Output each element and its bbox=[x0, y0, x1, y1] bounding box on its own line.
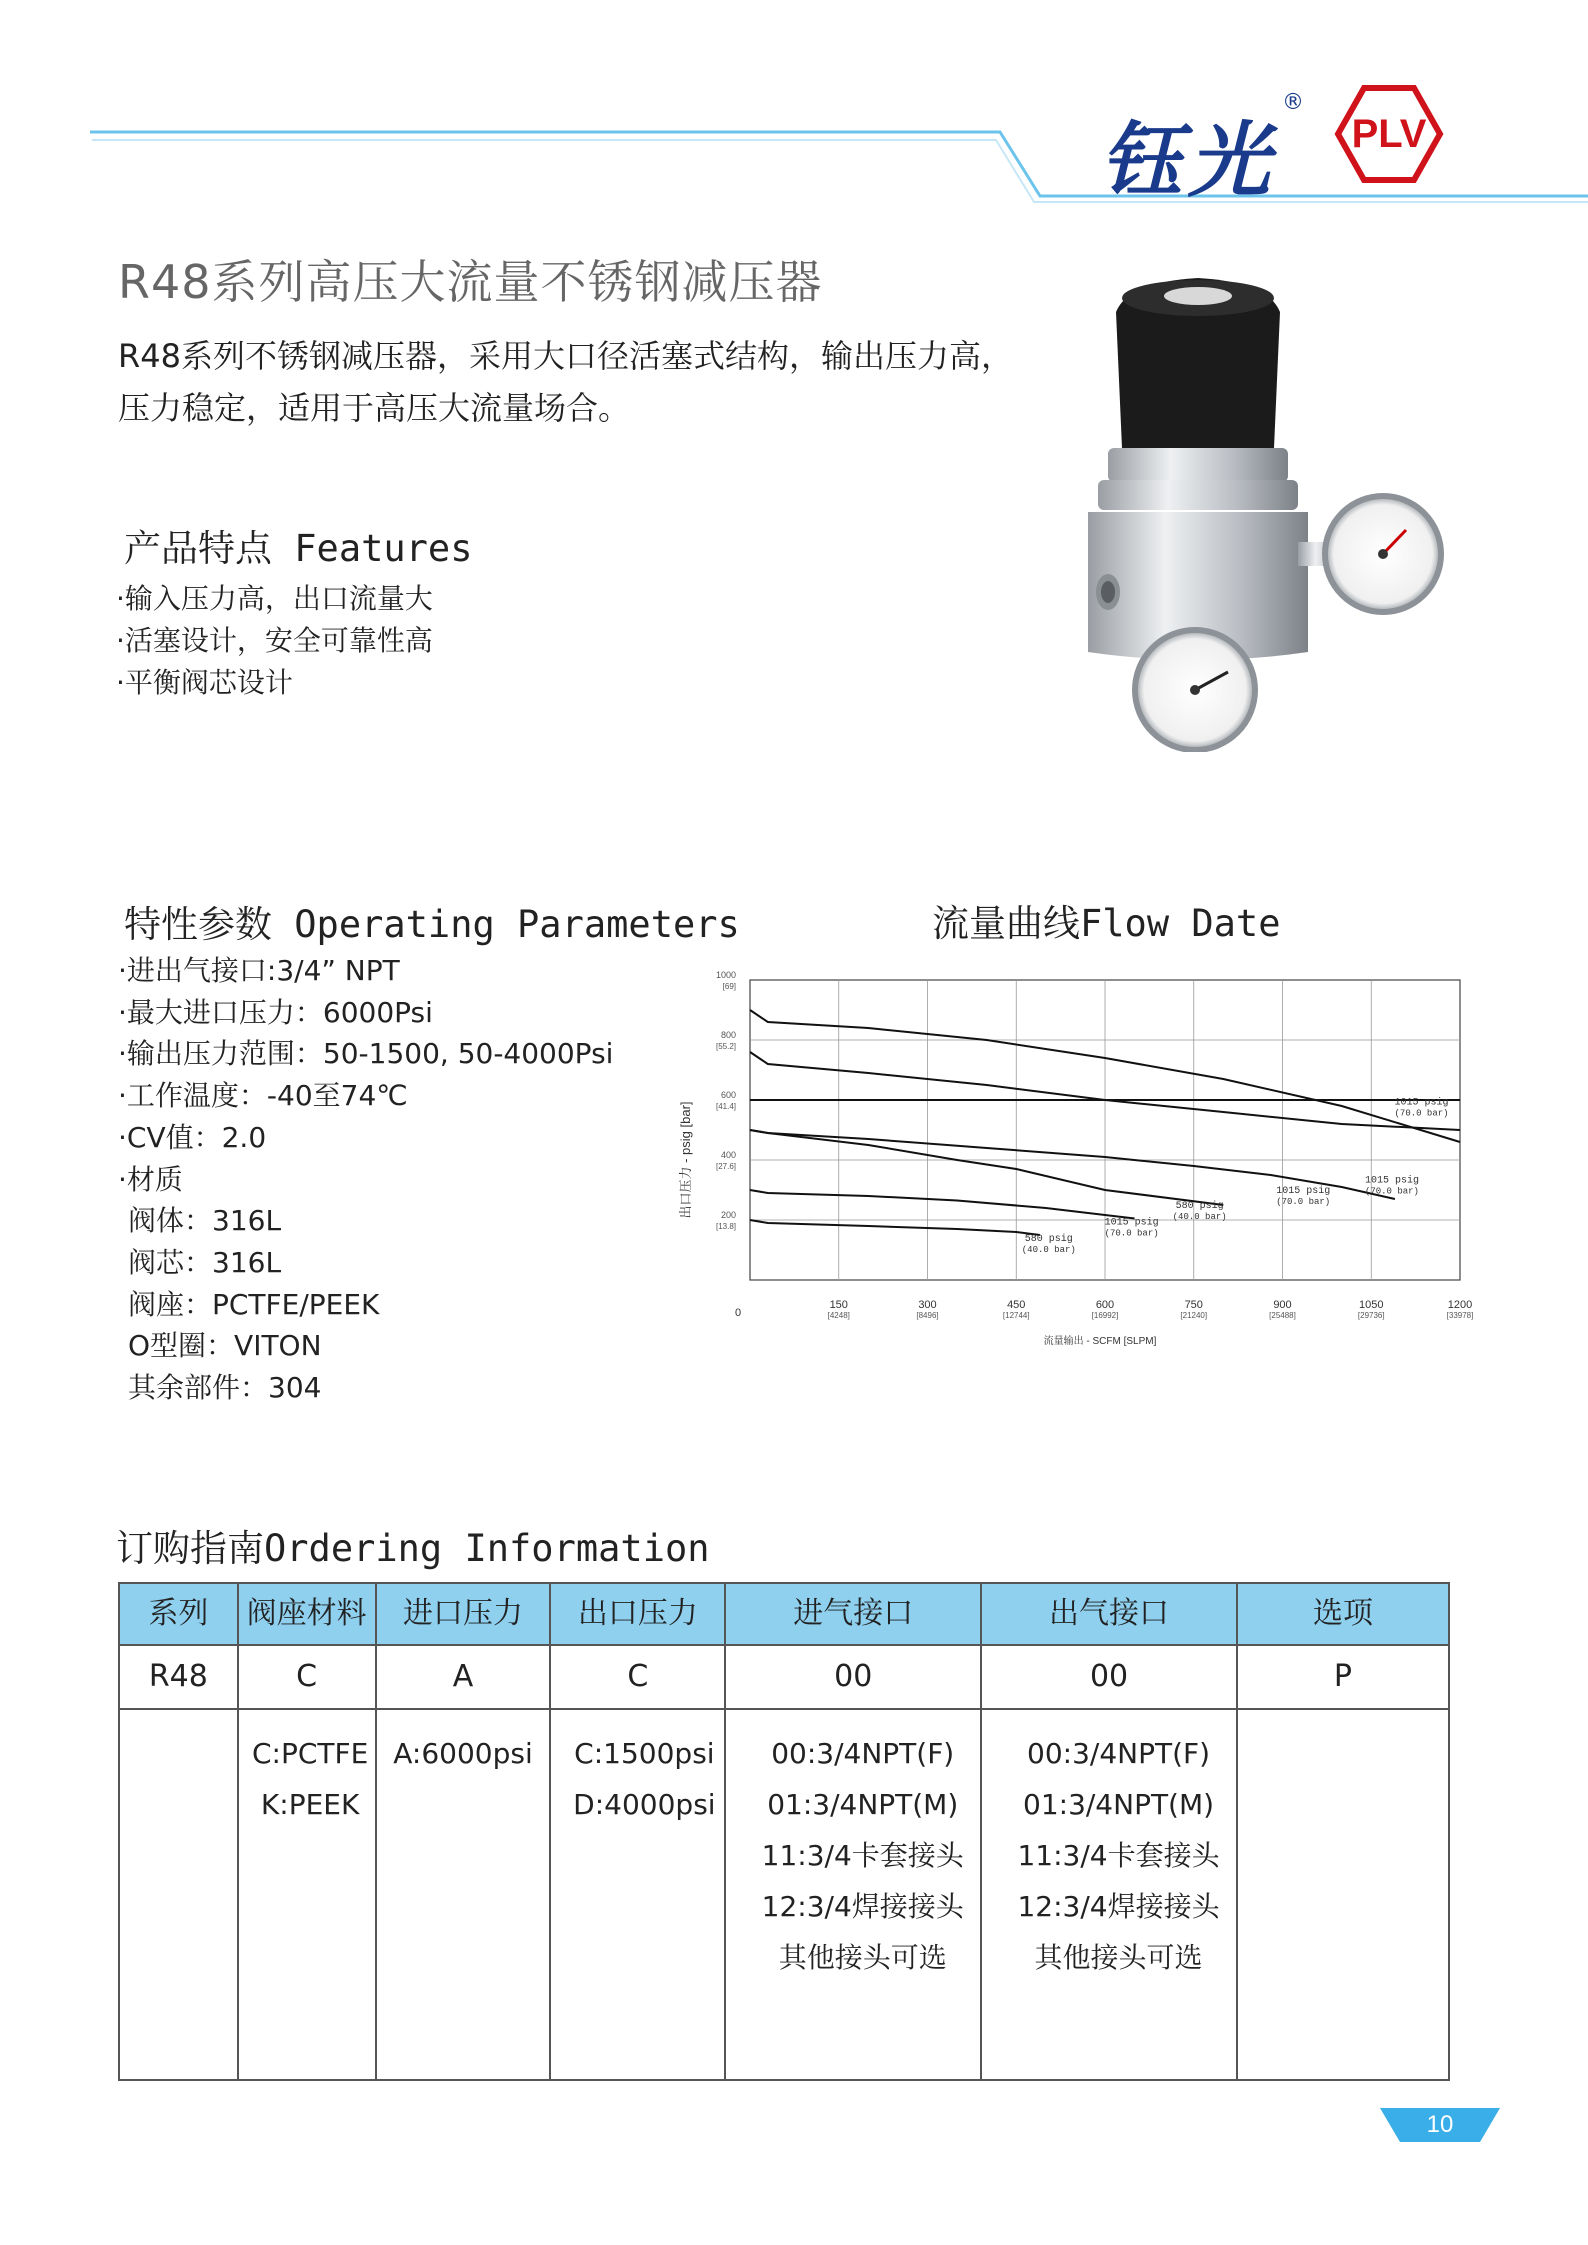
option-item: 00:3/4NPT(F) bbox=[771, 1737, 955, 1770]
intro-line: 压力稳定，适用于高压大流量场合。 bbox=[118, 389, 631, 427]
option-item: 其他接头可选 bbox=[778, 1941, 947, 1974]
code-cell: R48 bbox=[119, 1645, 238, 1709]
curve-annotation: 1015 psig bbox=[1276, 1186, 1331, 1197]
x-tick-label: 600 bbox=[1095, 1299, 1115, 1311]
parameter-item: ·进出气接口:3/4” NPT bbox=[118, 954, 400, 987]
y-tick-sublabel: [41.4] bbox=[715, 1102, 736, 1111]
code-cell: P bbox=[1237, 1645, 1449, 1709]
curve-annotation-sub: (70.0 bar) bbox=[1364, 1186, 1419, 1197]
parameter-item: 阀芯：316L bbox=[128, 1245, 282, 1279]
intro-line: R48系列不锈钢减压器，采用大口径活塞式结构，输出压力高， bbox=[118, 337, 1013, 375]
y-tick-label: 600 bbox=[720, 1090, 736, 1100]
curve-annotation: 1015 psig bbox=[1394, 1097, 1449, 1109]
table-header-row bbox=[119, 1583, 1449, 1645]
seat-options-cell bbox=[238, 1709, 376, 2080]
chart-y-label: 出口压力 - psig [bar] bbox=[678, 1101, 693, 1219]
option-item: 00:3/4NPT(F) bbox=[1027, 1737, 1211, 1770]
chart-annotations bbox=[1022, 1097, 1449, 1256]
code-cell: C bbox=[550, 1645, 725, 1709]
y-tick-sublabel: [69] bbox=[722, 982, 736, 991]
x-tick-label: 750 bbox=[1184, 1299, 1203, 1311]
option-item: A:6000psi bbox=[393, 1737, 533, 1770]
column-header: 选项 bbox=[1237, 1583, 1449, 1645]
curve-annotation: 580 psig bbox=[1024, 1234, 1073, 1245]
table-row bbox=[119, 1709, 1449, 2080]
curve-annotation-sub: (70.0 bar) bbox=[1104, 1228, 1159, 1239]
page-title: R48系列高压大流量不锈钢减压器 bbox=[118, 255, 823, 309]
option-item: 12:3/4焊接接头 bbox=[761, 1890, 964, 1923]
parameters-heading: 特性参数 Operating Parameters bbox=[124, 903, 740, 946]
x-tick-sublabel: [21240] bbox=[1180, 1311, 1208, 1320]
column-header: 阀座材料 bbox=[238, 1583, 376, 1645]
column-header: 出口压力 bbox=[550, 1583, 725, 1645]
parameter-item: 阀座：PCTFE/PEEK bbox=[128, 1287, 380, 1321]
parameter-item: O型圈：VITON bbox=[128, 1329, 322, 1363]
feature-item: ·输入压力高，出口流量大 bbox=[116, 582, 433, 615]
x-tick-sublabel: [33978] bbox=[1446, 1311, 1474, 1320]
option-item: 01:3/4NPT(M) bbox=[1023, 1788, 1215, 1821]
y-tick-sublabel: [13.8] bbox=[715, 1222, 736, 1231]
features-list bbox=[116, 578, 433, 704]
options-cell bbox=[119, 1709, 238, 2080]
column-header: 进口压力 bbox=[376, 1583, 551, 1645]
curve-annotation: 1015 psig bbox=[1104, 1217, 1159, 1229]
x-tick-label: 1200 bbox=[1447, 1299, 1473, 1311]
y-tick-sublabel: [55.2] bbox=[715, 1042, 736, 1051]
series-line bbox=[750, 1190, 1135, 1219]
x-tick-label: 150 bbox=[829, 1299, 848, 1311]
option-item: D:4000psi bbox=[573, 1788, 716, 1821]
options-cell bbox=[1237, 1709, 1449, 2080]
registered-mark: ® bbox=[1282, 90, 1304, 115]
x-tick-sublabel: [12744] bbox=[1002, 1311, 1030, 1320]
x-tick-sublabel: [8496] bbox=[916, 1311, 939, 1320]
curve-annotation: 1015 psig bbox=[1364, 1175, 1419, 1187]
column-header: 进气接口 bbox=[725, 1583, 981, 1645]
table-row bbox=[119, 1645, 1449, 1709]
outlet-pressure-options-cell bbox=[550, 1709, 725, 2080]
curve-annotation-sub: (70.0 bar) bbox=[1276, 1197, 1331, 1207]
intro-text bbox=[118, 330, 1038, 434]
parameter-item: 阀体：316L bbox=[128, 1204, 282, 1238]
chart-ticks bbox=[716, 970, 1473, 1320]
curve-annotation-sub: (40.0 bar) bbox=[1021, 1245, 1076, 1255]
curve-annotation: 580 psig bbox=[1175, 1201, 1224, 1212]
outlet-port-options-cell bbox=[981, 1709, 1237, 2080]
curve-annotation-sub: (70.0 bar) bbox=[1394, 1108, 1449, 1119]
page-number: 10 bbox=[1426, 2111, 1454, 2138]
option-item: 12:3/4焊接接头 bbox=[1017, 1890, 1220, 1923]
code-cell: 00 bbox=[725, 1645, 981, 1709]
x-tick-sublabel: [29736] bbox=[1357, 1311, 1385, 1320]
series-line bbox=[750, 1220, 1040, 1235]
product-photo bbox=[1088, 272, 1448, 752]
plv-logo-text: PLV bbox=[1351, 112, 1427, 156]
flow-chart bbox=[660, 960, 1480, 1360]
parameter-item: 其余部件：304 bbox=[128, 1371, 322, 1405]
parameter-item: ·材质 bbox=[118, 1162, 183, 1196]
code-cell: C bbox=[238, 1645, 376, 1709]
ordering-heading: 订购指南Ordering Information bbox=[116, 1527, 710, 1570]
x-tick-label: 450 bbox=[1007, 1299, 1026, 1311]
y-tick-label: 1000 bbox=[715, 970, 736, 980]
curve-annotation-sub: (40.0 bar) bbox=[1172, 1212, 1227, 1222]
code-cell: 00 bbox=[981, 1645, 1237, 1709]
y-tick-label: 400 bbox=[720, 1150, 736, 1160]
column-header: 系列 bbox=[119, 1583, 238, 1645]
features-heading: 产品特点 Features bbox=[124, 527, 473, 570]
x-tick-label: 0 bbox=[734, 1307, 742, 1319]
option-item: K:PEEK bbox=[260, 1788, 360, 1821]
option-item: 01:3/4NPT(M) bbox=[767, 1788, 959, 1821]
feature-item: ·活塞设计，安全可靠性高 bbox=[116, 624, 433, 657]
brand-name: 钰光 bbox=[1100, 113, 1276, 209]
ordering-table bbox=[118, 1582, 1450, 2081]
x-tick-sublabel: [16992] bbox=[1091, 1311, 1119, 1320]
column-header: 出气接口 bbox=[981, 1583, 1237, 1645]
x-tick-sublabel: [4248] bbox=[827, 1311, 850, 1320]
parameter-item: ·工作温度：-40至74℃ bbox=[118, 1079, 408, 1113]
feature-item: ·平衡阀芯设计 bbox=[116, 666, 293, 699]
parameters-list bbox=[118, 950, 613, 1409]
y-tick-sublabel: [27.6] bbox=[715, 1162, 736, 1171]
x-tick-label: 900 bbox=[1273, 1299, 1292, 1311]
chart-x-label: 流量输出 - SCFM [SLPM] bbox=[1043, 1336, 1157, 1347]
code-cell: A bbox=[376, 1645, 551, 1709]
option-item: C:1500psi bbox=[574, 1737, 715, 1770]
option-item: 11:3/4卡套接头 bbox=[1017, 1839, 1220, 1872]
option-item: 11:3/4卡套接头 bbox=[761, 1839, 964, 1872]
y-tick-label: 800 bbox=[720, 1030, 736, 1040]
chart-heading: 流量曲线Flow Date bbox=[932, 902, 1281, 945]
inlet-pressure-options-cell bbox=[376, 1709, 551, 2080]
parameter-item: ·最大进口压力：6000Psi bbox=[118, 995, 433, 1029]
option-item: C:PCTFE bbox=[251, 1737, 369, 1770]
parameter-item: ·CV值：2.0 bbox=[118, 1120, 267, 1154]
inlet-port-options-cell bbox=[725, 1709, 981, 2080]
option-item: 其他接头可选 bbox=[1034, 1941, 1203, 1974]
x-tick-label: 1050 bbox=[1359, 1299, 1384, 1311]
x-tick-sublabel: [25488] bbox=[1269, 1311, 1296, 1320]
x-tick-label: 300 bbox=[918, 1299, 937, 1311]
parameter-item: ·输出压力范围：50-1500, 50-4000Psi bbox=[118, 1037, 614, 1071]
y-tick-label: 200 bbox=[720, 1210, 736, 1220]
